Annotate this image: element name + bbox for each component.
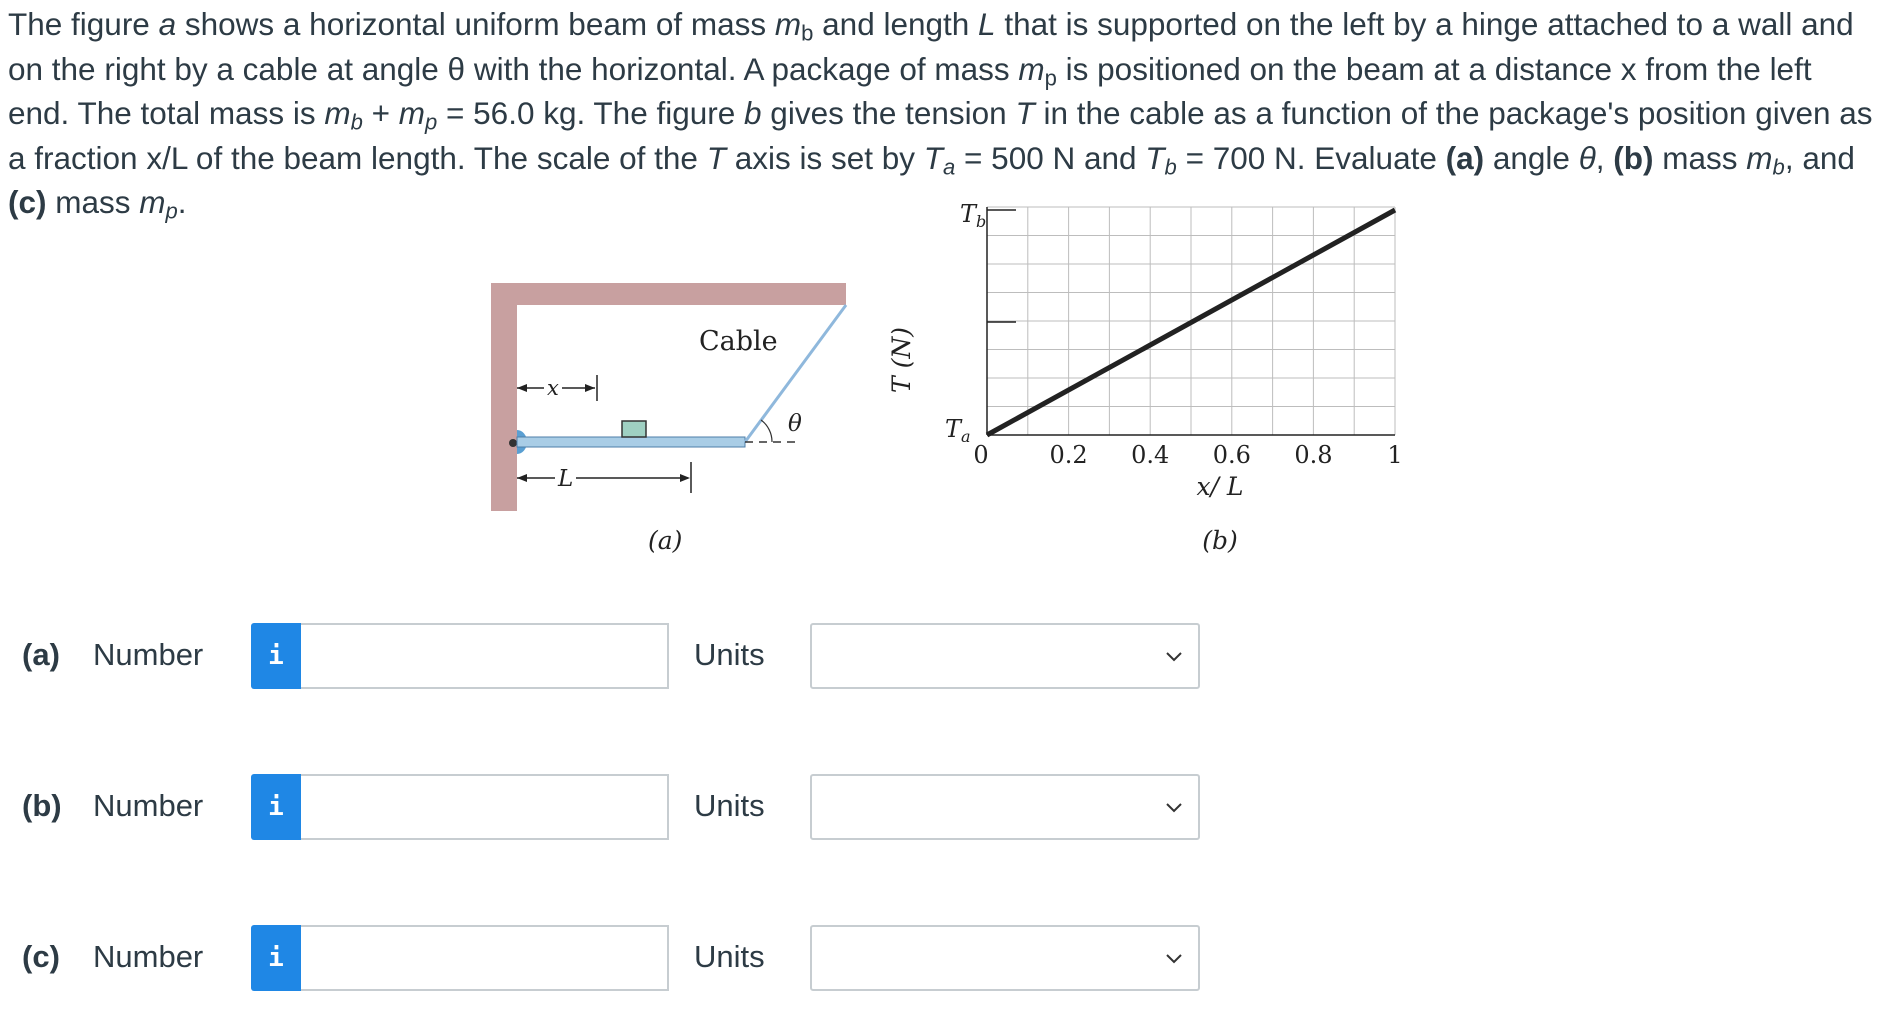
problem-sub: p [1044,65,1057,90]
problem-text: , [1595,139,1614,176]
chevron-down-icon [1164,644,1184,668]
units-select[interactable] [810,925,1200,991]
beam [517,437,745,447]
problem-text: gives the tension [761,95,1016,131]
problem-text: mass [1653,139,1747,176]
problem-figure [470,195,1430,575]
problem-text: and length [813,6,979,42]
L-dimension-label: L [558,466,574,492]
x-tick-label: 0.6 [1212,441,1251,469]
problem-text: b [744,95,762,131]
problem-part-label: (b) [1613,139,1654,176]
problem-sub: p [425,109,438,135]
figure-b [887,200,1403,555]
problem-text: . [177,184,187,220]
x-axis-label: x/ L [1196,472,1244,501]
tb-label: $T_b$ [960,200,987,231]
x-tick-label: 0.2 [1049,441,1088,469]
answer-row-b [0,774,1300,840]
problem-text: mass [46,184,140,220]
problem-var: θ [1578,139,1596,176]
chevron-down-icon [1164,946,1184,970]
problem-text: a [158,6,177,42]
problem-text: = 700 N. Evaluate [1176,139,1446,176]
problem-text: that is supported on the left by a hinge attached to a wall and on the right by a cable at angle θ with the horizontal. A package of mass [8,6,1854,87]
units-select[interactable] [810,774,1200,840]
x-tick-label: 0.4 [1131,441,1170,469]
x-tick-label: 0 [973,441,989,469]
problem-text: axis is set by [725,139,924,176]
problem-text: , and [1784,139,1855,176]
problem-var: m [324,95,351,131]
angle-arc [761,420,772,442]
number-input[interactable] [301,623,669,689]
problem-sub: b [1164,154,1177,179]
problem-var: m [1018,50,1045,87]
x-dimension-label: x [547,376,559,400]
units-label: Units [694,939,765,974]
number-input[interactable] [301,925,669,991]
figure-a-caption: (a) [648,526,683,555]
problem-text: + [362,95,399,131]
problem-var: L [978,6,996,42]
ceiling [491,283,846,305]
problem-var: m [774,6,802,42]
L-arrow-right-head [680,474,690,482]
problem-var: m [139,184,166,220]
problem-var: m [1746,139,1773,176]
problem-text: angle [1484,139,1579,176]
info-button[interactable] [251,925,301,991]
x-tick-label: 1 [1387,441,1403,469]
figure-a [491,283,846,555]
problem-part-label: (c) [8,184,47,220]
number-input[interactable] [301,774,669,840]
x-tick-labels [973,441,1402,469]
number-label: Number [93,788,204,823]
x-arrow-right-head [585,384,595,392]
problem-sub: a [943,154,956,179]
hinge-pin [509,439,517,447]
theta-label: θ [788,411,802,437]
wall-vertical [491,283,517,511]
units-label: Units [694,637,765,672]
problem-var: T [706,139,726,176]
problem-var: T [1015,95,1035,131]
number-label: Number [93,637,204,672]
problem-sub: b [801,20,814,46]
problem-text: = 500 N and [955,139,1146,176]
package [622,421,646,437]
x-tick-label: 0.8 [1294,441,1333,469]
problem-statement [8,2,1878,225]
figure-svg [470,195,1430,575]
figure-b-caption: (b) [1202,526,1238,555]
units-label: Units [694,788,765,823]
problem-var: T [1145,139,1165,176]
L-arrow-left-head [517,474,527,482]
info-button[interactable] [251,623,301,689]
problem-sub: p [165,198,178,224]
problem-text: = 56.0 kg. The figure [437,95,745,131]
info-icon: i [268,641,284,671]
ta-label: $T_a$ [945,415,971,446]
chevron-down-icon [1164,795,1184,819]
answer-row-c [0,925,1300,991]
problem-text: shows a horizontal uniform beam of mass [176,6,775,42]
y-axis-label: T (N) [887,326,916,394]
problem-text: in the cable as a function of the package's position given as a fraction x/L of the beam length. The scale of the [8,95,1873,176]
problem-sub: b [1772,154,1785,179]
problem-text: The figure [8,6,159,42]
units-select[interactable] [810,623,1200,689]
problem-part-label: (a) [1445,139,1485,176]
answer-row-a [0,623,1300,689]
cable-label: Cable [699,326,778,357]
problem-sub: b [350,109,363,135]
problem-text: is positioned on the beam at a distance x from the left end. The total mass is [8,50,1812,131]
part-label: (c) [22,939,60,974]
problem-var: T [923,139,944,176]
info-icon: i [268,792,284,822]
part-label: (b) [22,788,62,823]
info-icon: i [268,943,284,973]
x-arrow-left-head [517,384,527,392]
part-label: (a) [22,637,60,672]
problem-var: m [398,95,425,131]
info-button[interactable] [251,774,301,840]
number-label: Number [93,939,204,974]
